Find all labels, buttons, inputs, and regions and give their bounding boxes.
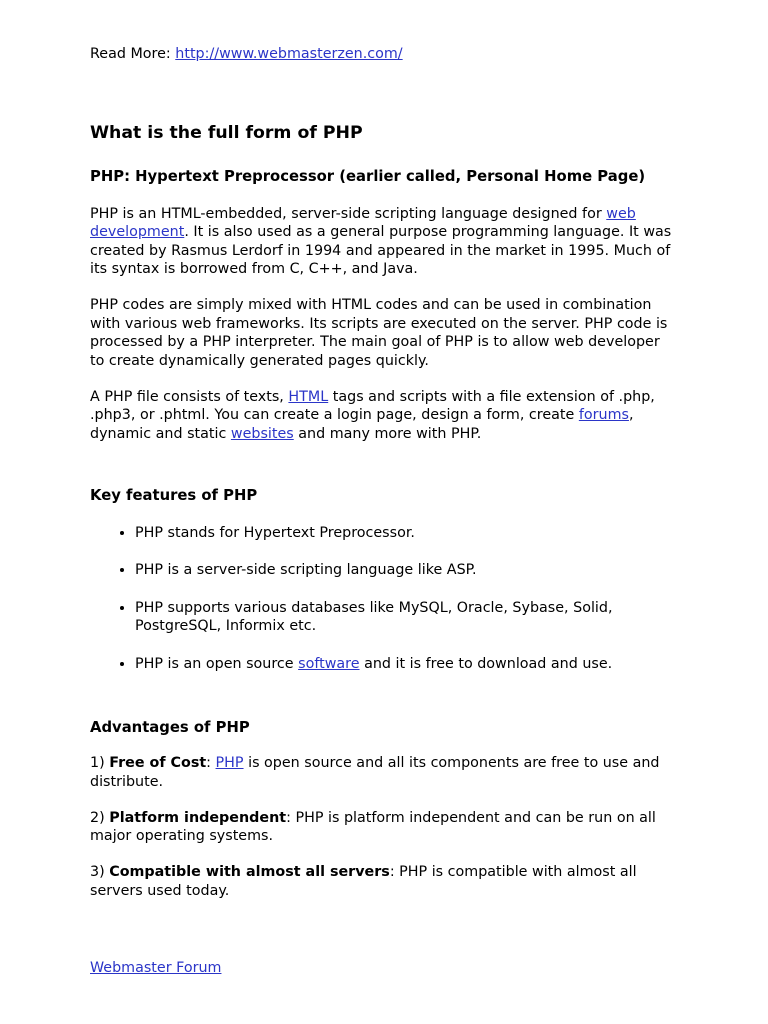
read-more-line: [90, 45, 678, 64]
paragraph-file: [90, 388, 678, 444]
paragraph-text: , dynamic and static: [90, 407, 634, 442]
advantage-title: Platform independent: [109, 809, 287, 826]
advantage-title: Free of Cost: [109, 755, 207, 771]
advantage-item-1: [90, 754, 678, 791]
web-development-link[interactable]: web development: [90, 205, 636, 240]
websites-link[interactable]: websites: [230, 425, 294, 442]
list-item-text: PHP is an open source: [135, 655, 299, 672]
advantages-heading: Advantages of PHP: [90, 719, 250, 736]
paragraph-codes: PHP codes are simply mixed with HTML codes and can be used in combination with various web frameworks. Its scripts are executed on the server. PHP code is processed by a PHP interpreter. The main goal of PHP is to allow web developer to create dynamically generated pages quickly.: [90, 297, 668, 369]
subtitle: PHP: Hypertext Preprocessor (earlier called, Personal Home Page): [90, 167, 646, 185]
paragraph-text: and many more with PHP.: [293, 425, 482, 442]
software-link[interactable]: software: [298, 655, 360, 672]
read-more-link[interactable]: http://www.webmasterzen.com/: [175, 46, 403, 62]
list-item: • PHP stands for Hypertext Preprocessor.: [135, 524, 678, 543]
separator: :: [206, 755, 216, 771]
advantage-text: : PHP is compatible with almost all servers used today.: [90, 864, 637, 899]
paragraph-text: . It is also used as a general purpose programming language. It was created by Rasmus Lerdorf in 1994 and appeared in the market in 1995. Much of its syntax is borrowed from C, C++, and Java.: [90, 224, 672, 277]
paragraph-text: PHP is an HTML-embedded, server-side scripting language designed for: [90, 205, 607, 222]
read-more-label: Read More:: [90, 46, 176, 62]
list-item: • PHP is a server-side scripting language like ASP.: [135, 561, 678, 580]
spacer: [90, 692, 678, 718]
advantage-text: is open source and all its components are free to use and distribute.: [90, 755, 660, 790]
paragraph-text: tags and scripts with a file extension of .php, .php3, or .phtml. You can create a login page, design a form, create: [90, 388, 655, 423]
item-number: 1): [90, 755, 110, 771]
advantage-item-2: [90, 809, 678, 846]
forums-link[interactable]: forums: [578, 407, 629, 423]
webmaster-forum-link[interactable]: Webmaster Forum: [90, 960, 222, 976]
list-item: • PHP supports various databases like MySQL, Oracle, Sybase, Solid, PostgreSQL, Informix etc.: [135, 599, 678, 636]
item-number: 2): [90, 809, 110, 826]
features-list: [90, 524, 678, 674]
paragraph-text: A PHP file consists of texts,: [90, 388, 289, 405]
list-item: [135, 655, 678, 674]
item-number: 3): [90, 864, 110, 880]
list-item-text: and it is free to download and use.: [359, 655, 613, 672]
advantage-item-3: [90, 863, 678, 900]
page-title: What is the full form of PHP: [90, 122, 363, 143]
php-link[interactable]: PHP: [215, 755, 244, 771]
advantage-title: Compatible with almost all servers: [109, 864, 390, 880]
html-link[interactable]: HTML: [288, 388, 329, 405]
spacer: [90, 461, 678, 486]
paragraph-intro: [90, 205, 678, 279]
features-heading: Key features of PHP: [90, 486, 258, 504]
advantage-text: : PHP is platform independent and can be run on all major operating systems.: [90, 809, 656, 844]
